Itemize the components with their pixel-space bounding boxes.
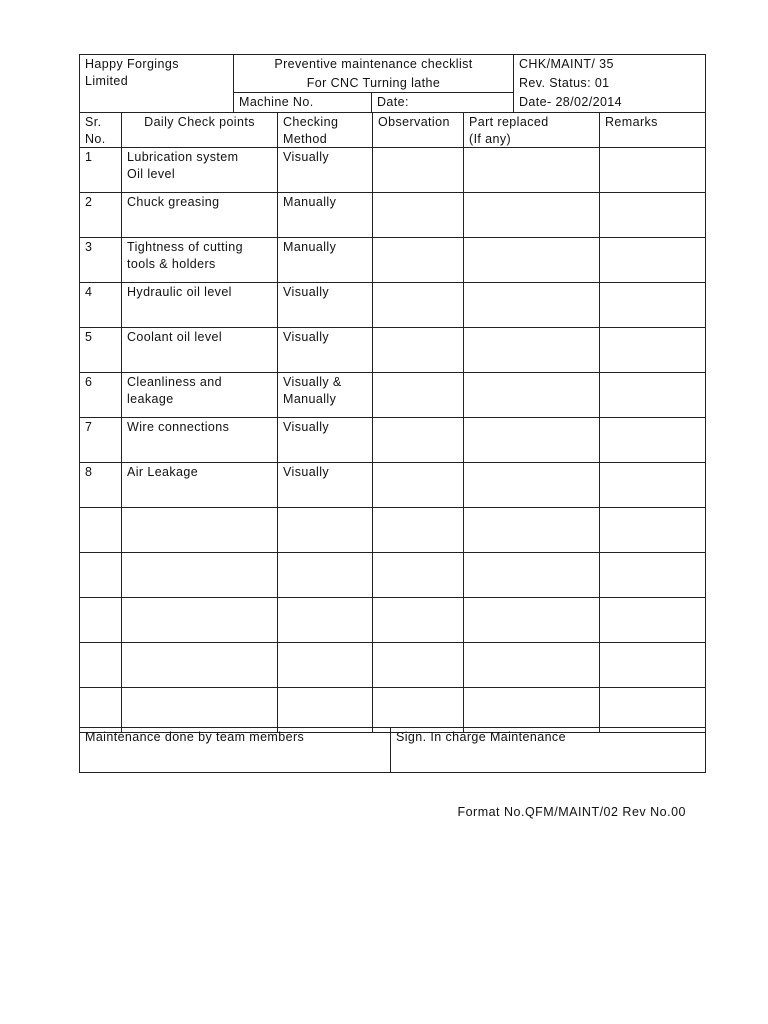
row-sr-no: 8 (80, 463, 122, 508)
row-sr-no (80, 688, 122, 733)
row-observation-cell[interactable] (373, 643, 464, 688)
col-observation: Observation (373, 113, 464, 148)
row-checking-method: Visually (278, 328, 373, 373)
row-part-replaced-cell[interactable] (464, 598, 600, 643)
row-observation-cell[interactable] (373, 238, 464, 283)
row-remarks-cell[interactable] (600, 328, 706, 373)
signature-section (79, 727, 705, 773)
date-field[interactable]: Date: (372, 93, 514, 113)
row-remarks-cell[interactable] (600, 148, 706, 193)
column-header-row (80, 113, 706, 148)
row-part-replaced-cell[interactable] (464, 418, 600, 463)
header-table (79, 54, 706, 113)
row-remarks-cell[interactable] (600, 193, 706, 238)
row-sr-no (80, 643, 122, 688)
row-observation-cell[interactable] (373, 418, 464, 463)
row-remarks-cell[interactable] (600, 598, 706, 643)
row-sr-no: 6 (80, 373, 122, 418)
row-remarks-cell[interactable] (600, 283, 706, 328)
row-check-point (122, 643, 278, 688)
row-sr-no (80, 508, 122, 553)
table-row (80, 688, 706, 733)
row-observation-cell[interactable] (373, 553, 464, 598)
row-check-point: Hydraulic oil level (122, 283, 278, 328)
row-sr-no (80, 598, 122, 643)
row-checking-method (278, 553, 373, 598)
row-check-point: Chuck greasing (122, 193, 278, 238)
row-observation-cell[interactable] (373, 463, 464, 508)
row-sr-no: 2 (80, 193, 122, 238)
row-sr-no: 7 (80, 418, 122, 463)
col-remarks: Remarks (600, 113, 706, 148)
row-checking-method: Visually (278, 463, 373, 508)
table-row (80, 283, 706, 328)
row-remarks-cell[interactable] (600, 373, 706, 418)
row-check-point (122, 553, 278, 598)
row-check-point (122, 688, 278, 733)
incharge-signature-field[interactable]: Sign. In charge Maintenance (391, 728, 706, 773)
row-observation-cell[interactable] (373, 508, 464, 553)
row-checking-method: Manually (278, 238, 373, 283)
row-part-replaced-cell[interactable] (464, 328, 600, 373)
table-row (80, 328, 706, 373)
row-check-point: Wire connections (122, 418, 278, 463)
row-remarks-cell[interactable] (600, 553, 706, 598)
col-checking-method: Checking Method (278, 113, 373, 148)
row-checking-method: Visually & Manually (278, 373, 373, 418)
row-remarks-cell[interactable] (600, 463, 706, 508)
row-part-replaced-cell[interactable] (464, 238, 600, 283)
row-part-replaced-cell[interactable] (464, 688, 600, 733)
row-check-point: Air Leakage (122, 463, 278, 508)
row-part-replaced-cell[interactable] (464, 553, 600, 598)
row-check-point: Cleanliness and leakage (122, 373, 278, 418)
row-observation-cell[interactable] (373, 688, 464, 733)
checklist-rows (80, 148, 706, 733)
col-sr-no: Sr. No. (80, 113, 122, 148)
row-part-replaced-cell[interactable] (464, 643, 600, 688)
row-part-replaced-cell[interactable] (464, 148, 600, 193)
machine-no-field[interactable]: Machine No. (234, 93, 372, 113)
row-part-replaced-cell[interactable] (464, 193, 600, 238)
row-remarks-cell[interactable] (600, 508, 706, 553)
row-checking-method: Visually (278, 148, 373, 193)
row-check-point: Tightness of cutting tools & holders (122, 238, 278, 283)
row-check-point: Coolant oil level (122, 328, 278, 373)
row-check-point (122, 508, 278, 553)
row-check-point: Lubrication system Oil level (122, 148, 278, 193)
row-observation-cell[interactable] (373, 373, 464, 418)
row-observation-cell[interactable] (373, 598, 464, 643)
format-number: Format No.QFM/MAINT/02 Rev No.00 (457, 805, 686, 819)
col-check-points: Daily Check points (122, 113, 278, 148)
row-checking-method: Visually (278, 283, 373, 328)
table-row (80, 148, 706, 193)
rev-status: Rev. Status: 01 (514, 74, 706, 93)
row-checking-method (278, 508, 373, 553)
row-remarks-cell[interactable] (600, 688, 706, 733)
row-part-replaced-cell[interactable] (464, 283, 600, 328)
company-name: Happy Forgings Limited (80, 55, 234, 113)
table-row (80, 193, 706, 238)
row-part-replaced-cell[interactable] (464, 463, 600, 508)
row-checking-method: Visually (278, 418, 373, 463)
table-row (80, 598, 706, 643)
row-checking-method (278, 598, 373, 643)
table-row (80, 643, 706, 688)
signature-table (79, 727, 706, 773)
form-title-line2: For CNC Turning lathe (234, 74, 514, 93)
checklist-form (79, 54, 705, 733)
row-sr-no: 3 (80, 238, 122, 283)
row-sr-no: 4 (80, 283, 122, 328)
doc-date: Date- 28/02/2014 (514, 93, 706, 113)
checklist-table (79, 112, 706, 733)
table-row (80, 238, 706, 283)
row-sr-no: 5 (80, 328, 122, 373)
row-remarks-cell[interactable] (600, 238, 706, 283)
table-row (80, 418, 706, 463)
row-checking-method: Manually (278, 193, 373, 238)
row-sr-no: 1 (80, 148, 122, 193)
form-title-line1: Preventive maintenance checklist (234, 55, 514, 74)
doc-code: CHK/MAINT/ 35 (514, 55, 706, 74)
row-observation-cell[interactable] (373, 193, 464, 238)
row-check-point (122, 598, 278, 643)
row-checking-method (278, 688, 373, 733)
team-members-field[interactable]: Maintenance done by team members (80, 728, 391, 773)
col-part-replaced: Part replaced (If any) (464, 113, 600, 148)
row-observation-cell[interactable] (373, 283, 464, 328)
table-row (80, 553, 706, 598)
table-row (80, 463, 706, 508)
row-observation-cell[interactable] (373, 148, 464, 193)
table-row (80, 373, 706, 418)
row-remarks-cell[interactable] (600, 418, 706, 463)
row-part-replaced-cell[interactable] (464, 508, 600, 553)
table-row (80, 508, 706, 553)
row-checking-method (278, 643, 373, 688)
row-remarks-cell[interactable] (600, 643, 706, 688)
row-part-replaced-cell[interactable] (464, 373, 600, 418)
row-observation-cell[interactable] (373, 328, 464, 373)
row-sr-no (80, 553, 122, 598)
